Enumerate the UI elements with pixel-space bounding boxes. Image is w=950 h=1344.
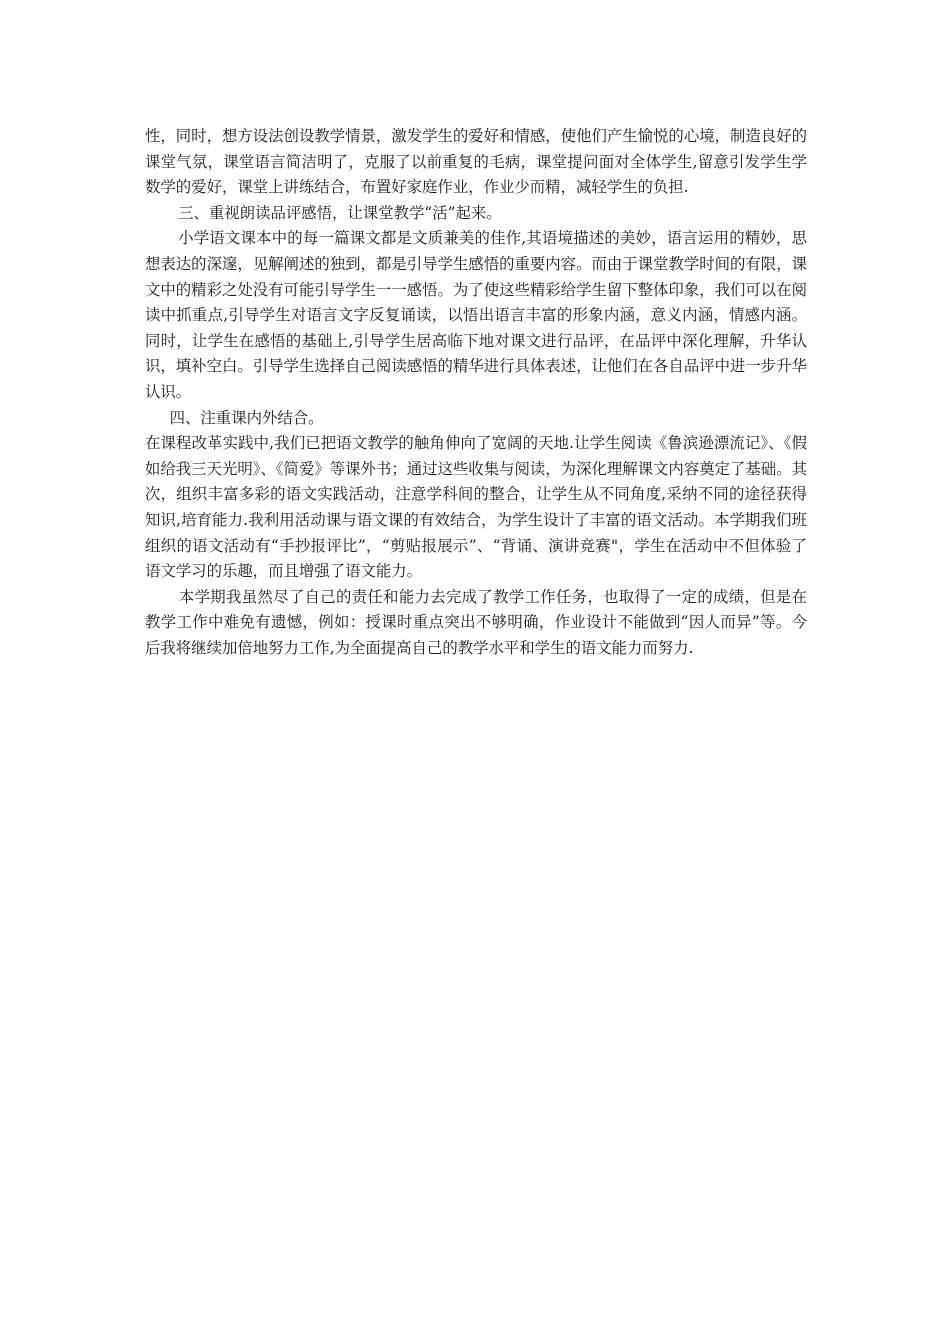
section-heading-4: 四、注重课内外结合。	[169, 408, 324, 427]
section-heading-3: 三、重视朗读品评感悟，让课堂教学“活”起来。	[178, 203, 502, 222]
paragraph-conclusion: 本学期我虽然尽了自己的责任和能力去完成了教学工作任务，也取得了一定的成绩，但是在教学工作中难免有遗憾，例如：授课时重点突出不够明确，作业设计不能做到“因人而异”等。今后我将继续加倍地努力工作,为全面提高自己的教学水平和学生的语文能力而努力.	[145, 587, 807, 657]
document-body	[145, 124, 807, 661]
paragraph-continuation: 性，同时，想方设法创设教学情景，激发学生的爱好和情感，使他们产生愉悦的心境，制造良好的课堂气氛，课堂语言简洁明了，克服了以前重复的毛病，课堂提问面对全体学生,留意引发学生学数学的爱好，课堂上讲练结合，布置好家庭作业，作业少而精，减轻学生的负担.	[145, 127, 807, 197]
paragraph-extracurricular: 在课程改革实践中,我们已把语文教学的触角伸向了宽阔的天地.让学生阅读《鲁滨逊漂流记》、《假如给我三天光明》、《简爱》等课外书；通过这些收集与阅读，为深化理解课文内容奠定了基础。其次，组织丰富多彩的语文实践活动，注意学科间的整合，让学生从不同角度,采纳不同的途径获得知识,培育能力.我利用活动课与语文课的有效结合，为学生设计了丰富的语文活动。本学期我们班组织的语文活动有“手抄报评比”，“剪贴报展示”、“背诵、演讲竞赛"，学生在活动中不但体验了语文学习的乐趣，而且增强了语文能力。	[145, 434, 807, 581]
paragraph-reading-appreciation: 小学语文课本中的每一篇课文都是文质兼美的佳作,其语境描述的美妙，语言运用的精妙，思想表达的深邃，见解阐述的独到，都是引导学生感悟的重要内容。而由于课堂教学时间的有限，课文中的精彩之处没有可能引导学生一一感悟。为了使这些精彩给学生留下整体印象，我们可以在阅读中抓重点,引导学生对语言文字反复诵读，以悟出语言丰富的形象内涵，意义内涵，情感内涵。同时，让学生在感悟的基础上,引导学生居高临下地对课文进行品评，在品评中深化理解，升华认识，填补空白。引导学生选择自己阅读感悟的精华进行具体表述，让他们在各自品评中进一步升华认识。	[145, 229, 807, 401]
